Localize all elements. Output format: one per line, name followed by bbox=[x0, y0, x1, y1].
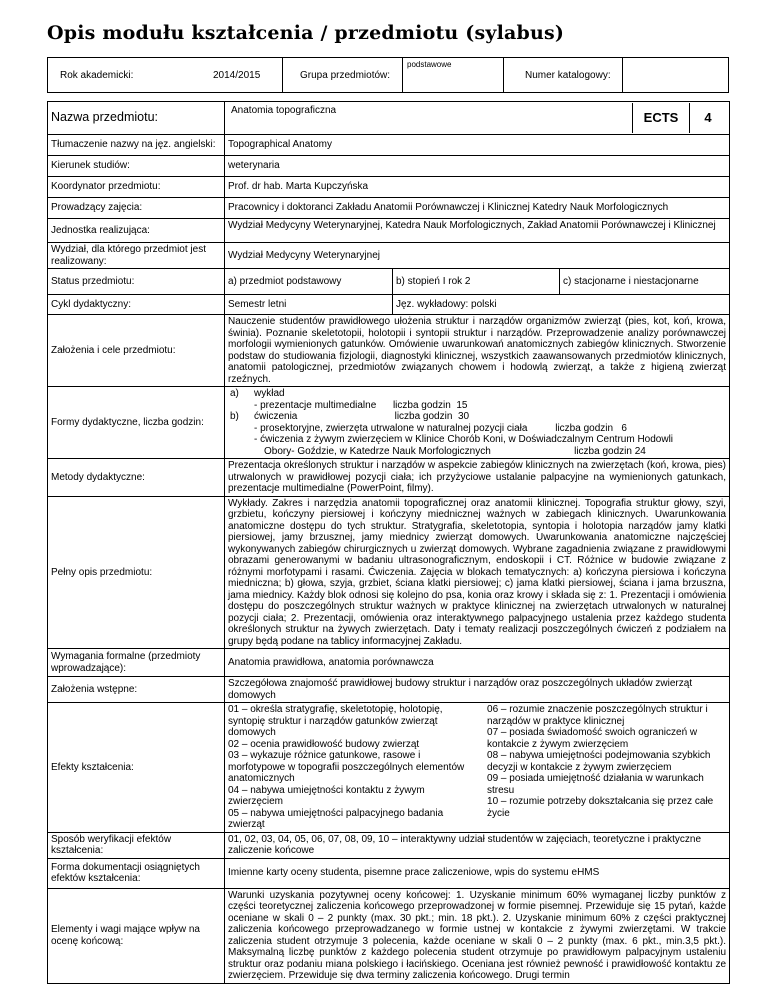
ects-value: 4 bbox=[689, 103, 726, 133]
page-title: Opis modułu kształcenia / przedmiotu (sylabus) bbox=[47, 22, 565, 44]
cykl-value: Semestr letni bbox=[225, 295, 393, 315]
row-efekty bbox=[48, 703, 730, 833]
elem-label: Elementy i wagi mające wpływ na ocenę końcową: bbox=[48, 888, 225, 983]
row-koordynator bbox=[48, 177, 730, 198]
formy-b1: - prosektoryjne, zwierzęta utrwalone w naturalnej pozycji ciała liczba godzin 6 bbox=[254, 422, 627, 434]
ects-label: ECTS bbox=[632, 103, 689, 133]
row-jednostka bbox=[48, 219, 730, 243]
cykl-jezyk: Jęz. wykładowy: polski bbox=[393, 295, 730, 315]
rok-value: 2014/2015 bbox=[213, 70, 261, 81]
row-prowadzacy bbox=[48, 198, 730, 219]
syllabus-table bbox=[47, 101, 730, 984]
opis-value: Wykłady. Zakres i narzędzia anatomii topograficznej oraz anatomii klinicznej. Topografia struktur głowy, szyi, grzbietu, kończyny piersiowej i kończyny miednicznej ważnych w zabiegach klinicznych. Uwarunkowania anatomiczne dostępu do tych struktur. Stratygrafia, skeletotopia, syntopia i holotopia narządów jamy klatki piersiowej, jamy brzusznej, jamy miednicy zwierząt domowych. Uwarunkowania anatomiczne najczęściej wykonywanych zabiegów chirurgicznych u zwierząt domowych. Wybrane zagadnienia związane z prawidłowymi obrazami generowanymi w badaniu ultrasonograficznym, endoskopii i CT. Różnice w budowie związane z różnymi morfotypami i rasami. Ćwiczenia. Zajęcia w blokach tematycznych: a) kończyna piersiowa i kończyna miedniczna; b) głowa, szyja, grzbiet, ściana klatki piersiowej; c) jama klatki piersiowej, ściana i jama brzuszna, jama miednicy. Każdy blok odnosi się kolejno do psa, konia oraz krowy i składa się z: 1. Prezentacji i omówienia dostępu do poszczególnych struktur ważnych w praktyce klinicznej na zwierzętach utrwalonych w naturalnej pozycji ciała; 2. Prezentacji, omówienia oraz interaktywnego palpacyjnego ustalenia przez każdego studenta określonych struktur na żywych zwierzętach. Daty i tematy realizacji poszczególnych ćwiczeń z podziałem na grupy będą podane na tablicy informacyjnej Zakładu. bbox=[225, 496, 730, 649]
kierunek-label: Kierunek studiów: bbox=[48, 156, 225, 177]
forma-value: Imienne karty oceny studenta, pisemne prace zaliczeniowe, wpis do systemu eHMS bbox=[225, 858, 730, 888]
status-c: c) stacjonarne i niestacjonarne bbox=[560, 269, 730, 295]
row-zalozenia-wstepne bbox=[48, 677, 730, 703]
zalw-value: Szczegółowa znajomość prawidłowej budowy struktur i narządów oraz poszczególnych układów zwierząt domowych bbox=[225, 677, 730, 703]
nazwa-value: Anatomia topograficzna bbox=[231, 105, 337, 116]
wym-label: Wymagania formalne (przedmioty wprowadzające): bbox=[48, 649, 225, 677]
row-wydzial bbox=[48, 243, 730, 269]
efekt-item: 03 – wykazuje różnice gatunkowe, rasowe i morfotypowe w topografii poszczególnych elementów anatomicznych bbox=[228, 750, 465, 784]
efekt-item: 06 – rozumie znaczenie poszczególnych struktur i narządów w praktyce klinicznej bbox=[487, 704, 708, 727]
efekty-right-col bbox=[481, 704, 726, 831]
row-nazwa bbox=[48, 102, 730, 135]
forma-label: Forma dokumentacji osiągniętych efektów kształcenia: bbox=[48, 858, 225, 888]
efekt-item: 01 – określa stratygrafię, skeletotopię, holotopię, syntopię struktur i narządów gatunków zwierząt domowych bbox=[228, 704, 443, 738]
row-zalozenia bbox=[48, 315, 730, 387]
info-bar bbox=[47, 57, 729, 93]
nazwa-cell bbox=[225, 102, 730, 135]
efekt-item: 10 – rozumie potrzeby dokształcania się przez całe życie bbox=[487, 796, 714, 819]
efekt-item: 05 – nabywa umiejętności palpacyjnego badania zwierząt bbox=[228, 807, 444, 830]
efekt-item: 07 – posiada świadomość swoich ograniczeń w kontakcie z żywym zwierzęciem bbox=[487, 727, 698, 750]
kierunek-value: weterynaria bbox=[225, 156, 730, 177]
formy-b: ćwiczenia liczba godzin 30 bbox=[254, 411, 470, 422]
divider bbox=[622, 58, 623, 92]
grupa-label: Grupa przedmiotów: bbox=[300, 70, 391, 81]
jedn-value: Wydział Medycyny Weterynaryjnej, Katedra Nauk Morfologicznych, Zakład Anatomii Porównawczej i Klinicznej bbox=[225, 219, 730, 243]
row-wymagania bbox=[48, 649, 730, 677]
zal-label: Założenia i cele przedmiotu: bbox=[48, 315, 225, 387]
tlum-value: Topographical Anatomy bbox=[225, 135, 730, 156]
sposob-label: Sposób weryfikacji efektów kształcenia: bbox=[48, 832, 225, 858]
efekt-item: 04 – nabywa umiejętności kontaktu z żywym zwierzęciem bbox=[228, 784, 425, 807]
grupa-value: podstawowe bbox=[407, 60, 452, 69]
metody-value: Prezentacja określonych struktur i narządów w aspekcie zabiegów klinicznych na zwierzętach (koń, krowa, pies) utrwalonych w prawidłowej pozycji ciała; ich przyżyciowe ustalanie palpacyjne na wymienionych gatunkach, prezentacje multimedialne (PowerPoint, filmy). bbox=[225, 459, 730, 497]
prow-label: Prowadzący zajęcia: bbox=[48, 198, 225, 219]
zal-value: Nauczenie studentów prawidłowego ułożenia struktur i narządów organizmów zwierząt (pies, kot, koń, krowa, świnia). Poznanie skeletotopii, holotopii i syntopii struktur i narządów. Przeprowadzenie analizy porównawczej morfologii wymienionych gatunków. Omówienie uwarunkowań anatomicznych zabiegów klinicznych. Stworzenie podstaw do studiowania fizjologii, diagnostyki klinicznej, wszystkich zaawansowanych przedmiotów klinicznych, anatomii patologicznej, przedmiotów związanych chowem i hodowlą zwierząt, a także z higieną zwierząt rzeźnych. bbox=[225, 315, 730, 387]
formy-a: wykład bbox=[254, 388, 285, 399]
formy-a-line: a) wykład bbox=[230, 388, 285, 399]
koord-label: Koordynator przedmiotu: bbox=[48, 177, 225, 198]
status-b: b) stopień I rok 2 bbox=[393, 269, 560, 295]
wydz-label: Wydział, dla którego przedmiot jest realizowany: bbox=[48, 243, 225, 269]
formy-b2: - ćwiczenia z żywym zwierzęciem w Klinice Chorób Koni, w Doświadczalnym Centrum Hodowli bbox=[254, 434, 674, 445]
row-formy bbox=[48, 387, 730, 459]
cykl-label: Cykl dydaktyczny: bbox=[48, 295, 225, 315]
koord-value: Prof. dr hab. Marta Kupczyńska bbox=[225, 177, 730, 198]
efekty-label: Efekty kształcenia: bbox=[48, 703, 225, 833]
row-tlumaczenie bbox=[48, 135, 730, 156]
rok-label: Rok akademicki: bbox=[60, 70, 134, 81]
formy-b-line: b) ćwiczenia liczba godzin 30 bbox=[230, 411, 470, 422]
nazwa-label: Nazwa przedmiotu: bbox=[48, 102, 225, 135]
formy-label: Formy dydaktyczne, liczba godzin: bbox=[48, 387, 225, 459]
wym-value: Anatomia prawidłowa, anatomia porównawcza bbox=[225, 649, 730, 677]
status-a: a) przedmiot podstawowy bbox=[225, 269, 393, 295]
row-sposob bbox=[48, 832, 730, 858]
row-kierunek bbox=[48, 156, 730, 177]
row-opis bbox=[48, 496, 730, 649]
efekt-item: 02 – ocenia prawidłowość budowy zwierząt bbox=[228, 738, 420, 750]
jedn-label: Jednostka realizująca: bbox=[48, 219, 225, 243]
row-status bbox=[48, 269, 730, 295]
status-label: Status przedmiotu: bbox=[48, 269, 225, 295]
tlum-label: Tłumaczenie nazwy na jęz. angielski: bbox=[48, 135, 225, 156]
divider bbox=[402, 58, 403, 92]
numer-label: Numer katalogowy: bbox=[525, 70, 611, 81]
opis-label: Pełny opis przedmiotu: bbox=[48, 496, 225, 649]
divider bbox=[282, 58, 283, 92]
prow-value: Pracownicy i doktoranci Zakładu Anatomii Porównawczej i Klinicznej Katedry Nauk Morfologicznych bbox=[225, 198, 730, 219]
efekt-item: 09 – posiada umiejętność działania w warunkach stresu bbox=[487, 773, 704, 796]
formy-a1: - prezentacje multimedialne liczba godzin 15 bbox=[254, 399, 468, 411]
efekt-item: 08 – nabywa umiejętności podejmowania szybkich decyzji w kontakcie z żywym zwierzęciem bbox=[487, 750, 711, 773]
wydz-value: Wydział Medycyny Weterynaryjnej bbox=[225, 243, 730, 269]
formy-b3: Obory- Goździe, w Katedrze Nauk Morfologicznych liczba godzin 24 bbox=[264, 445, 646, 457]
divider bbox=[503, 58, 504, 92]
row-forma bbox=[48, 858, 730, 888]
efekty-left-col bbox=[228, 704, 481, 831]
metody-label: Metody dydaktyczne: bbox=[48, 459, 225, 497]
zalw-label: Założenia wstępne: bbox=[48, 677, 225, 703]
efekty-cell bbox=[225, 703, 730, 833]
elem-value: Warunki uzyskania pozytywnej oceny końcowej: 1. Uzyskanie minimum 60% wymaganej liczby punktów z części teoretycznej zaliczenia końcowego przeprowadzonej w formie pisemnej. Przewiduje się 15 pytań, każde oceniane w skali 0 – 2 punkty (max. 30 pkt.; min. 18 pkt.). 2. Uzyskanie minimum 60% z części praktycznej zaliczenia końcowego przeprowadzanego w formie ustnej w kontakcie z żywymi zwierzętami. W trakcie zaliczenia student otrzymuje 3 polecenia, każde oceniane w skali 0 – 2 punkty (max. 6 pkt., min.3,5 pkt.). Maksymalną liczbę punktów z każdego polecenia student otrzymuje po prawidłowym palpacyjnym ustaleniu struktur oraz podaniu miana polskiego i łacińskiego. Oceniana jest również pewność i prawidłowość kontaktu ze zwierzęciem. Przewiduje się dwa terminy zaliczenia końcowego. Drugi termin bbox=[225, 888, 730, 983]
row-elementy bbox=[48, 888, 730, 983]
formy-cell bbox=[225, 387, 730, 459]
sposob-value: 01, 02, 03, 04, 05, 06, 07, 08, 09, 10 – interaktywny udział studentów w zajęciach, teoretyczne i praktyczne zaliczenie końcowe bbox=[225, 832, 730, 858]
row-cykl bbox=[48, 295, 730, 315]
row-metody bbox=[48, 459, 730, 497]
